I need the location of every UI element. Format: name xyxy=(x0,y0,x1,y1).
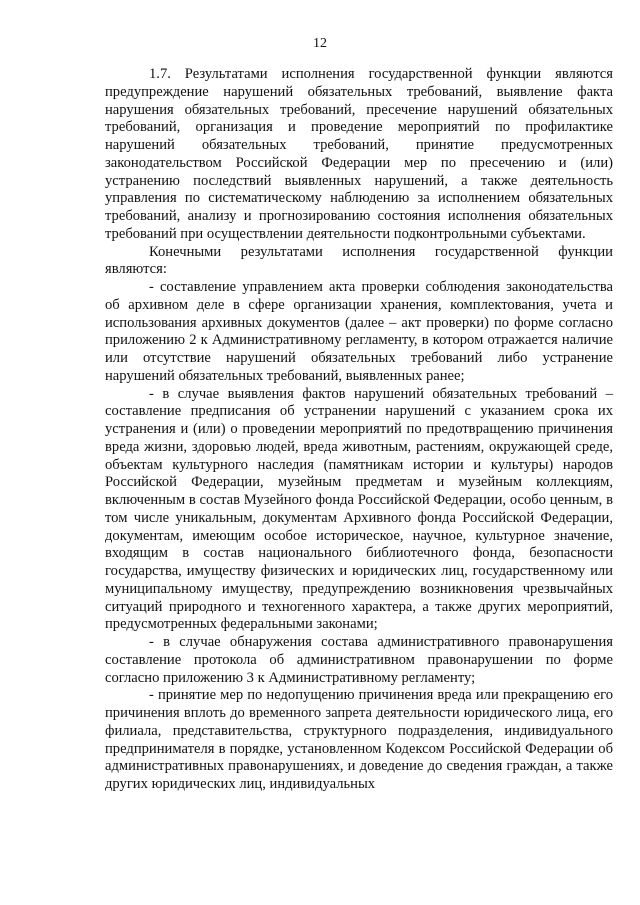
body-text xyxy=(105,66,613,794)
list-item-harm-prevention: - принятие мер по недопущению причинения вреда или прекращению его причинения вплоть до временного запрета деятельности юридического лица, его филиала, представительства, структурного подразделения, индивидуального предпринимателя в порядке, установленном Кодексом Российской Федерации об административных правонарушениях, и доведение до сведения граждан, а также других юридических лиц, индивидуальных xyxy=(105,687,613,792)
paragraph-results: 1.7. Результатами исполнения государственной функции являются предупреждение нарушений обязательных требований, выявление факта нарушения обязательных требований, пресечение нарушений обязательных требований, организация и проведение мероприятий по профилактике нарушений обязательных требований, принятие предусмотренных законодательством Российской Федерации мер по пресечению и (или) устранению последствий выявленных нарушений, а также деятельность управления по систематическому наблюдению за исполнением обязательных требований, анализу и прогнозированию состояния исполнения обязательных требований при осуществлении деятельности подконтрольными субъектами. xyxy=(105,66,613,242)
list-item-inspection-act: - составление управлением акта проверки соблюдения законодательства об архивном деле в сфере организации хранения, комплектования, учета и использования архивных документов (далее – акт проверки) по форме согласно приложению 2 к Административному регламенту, в котором отражается наличие или отсутствие нарушений обязательных требований либо устранение нарушений обязательных требований, выявленных ранее; xyxy=(105,279,613,384)
list-item-protocol: - в случае обнаружения состава административного правонарушения составление протокола об административном правонарушении по форме согласно приложению 3 к Административному регламенту; xyxy=(105,634,613,686)
list-item-prescription: - в случае выявления фактов нарушений обязательных требований – составление предписания об устранении нарушений с указанием срока их устранения и (или) о проведении мероприятий по предотвращению причинения вреда жизни, здоровью людей, вреда животным, растениям, окружающей среде, объектам культурного наследия (памятникам истории и культуры) народов Российской Федерации, музейным предметам и музейным коллекциям, включенным в состав Музейного фонда Российской Федерации, особо ценным, в том числе уникальным, документам Архивного фонда Российской Федерации, документам, имеющим особое историческое, научное, культурное значение, входящим в состав национального библиотечного фонда, безопасности государства, имуществу физических и юридических лиц, государственному или муниципальному имуществу, предупреждению возникновения чрезвычайных ситуаций природного и техногенного характера, а также других мероприятий, предусмотренных федеральными законами; xyxy=(105,385,613,633)
page-number: 12 xyxy=(313,36,327,51)
paragraph-final-results-intro: Конечными результатами исполнения государственной функции являются: xyxy=(105,243,613,278)
